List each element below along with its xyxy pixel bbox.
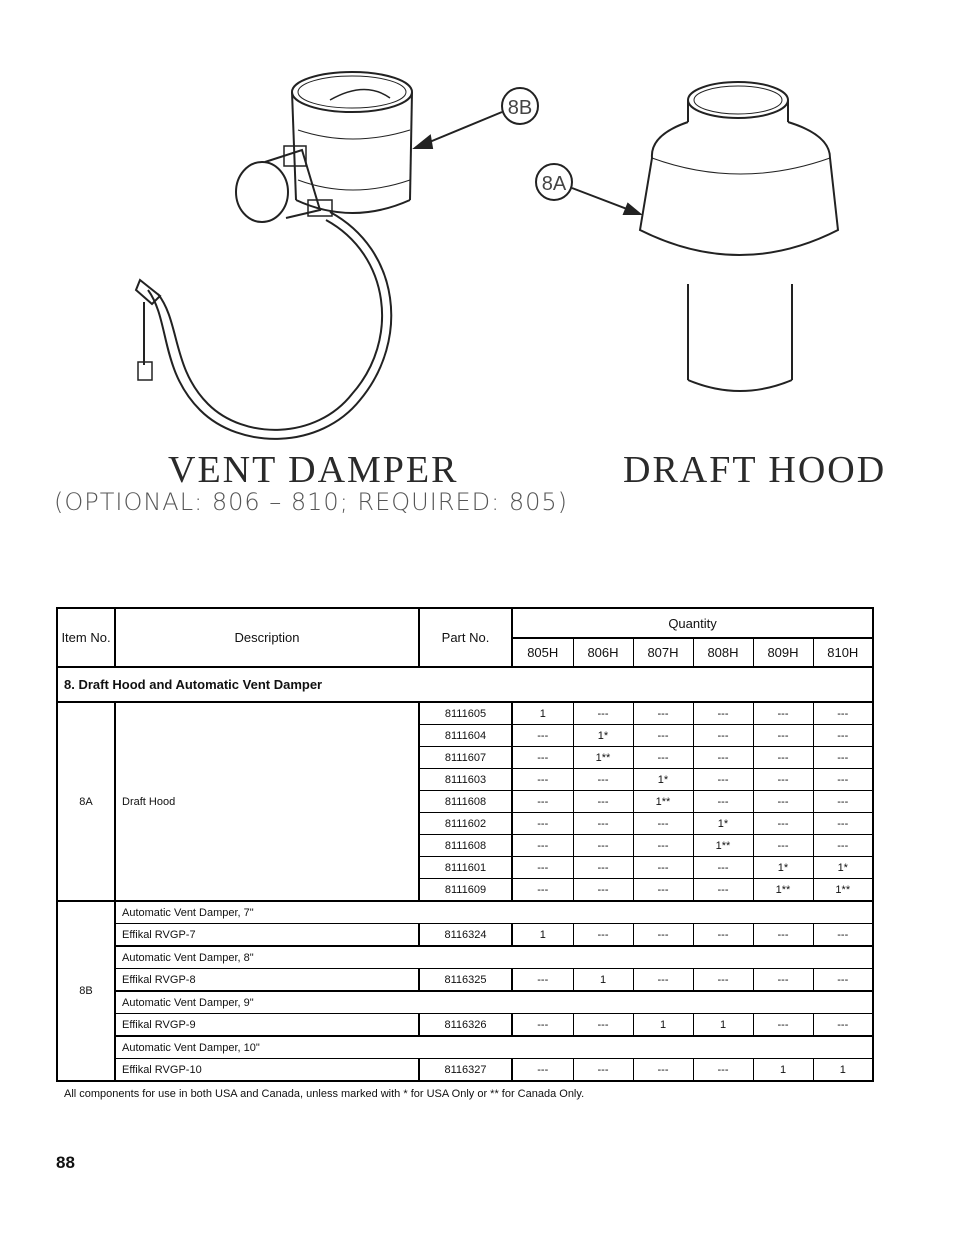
quantity-cell: 1* — [693, 813, 753, 835]
quantity-cell: --- — [512, 1014, 573, 1037]
part-number: 8116325 — [419, 969, 512, 992]
header-model: 805H — [512, 638, 573, 667]
quantity-cell: 1** — [753, 879, 813, 902]
part-number: 8111605 — [419, 702, 512, 725]
quantity-cell: --- — [753, 791, 813, 813]
quantity-cell: --- — [512, 879, 573, 902]
quantity-cell: --- — [633, 857, 693, 879]
quantity-cell: --- — [633, 879, 693, 902]
quantity-cell: 1* — [573, 725, 633, 747]
quantity-cell: 1* — [753, 857, 813, 879]
quantity-cell: --- — [753, 747, 813, 769]
quantity-cell: --- — [512, 835, 573, 857]
callout-8a-label: 8A — [541, 173, 567, 195]
header-model: 808H — [693, 638, 753, 667]
quantity-cell: 1** — [633, 791, 693, 813]
quantity-cell: --- — [813, 747, 873, 769]
header-item: Item No. — [57, 608, 115, 667]
quantity-cell: --- — [573, 879, 633, 902]
quantity-cell: --- — [512, 813, 573, 835]
quantity-cell: --- — [813, 835, 873, 857]
quantity-cell: --- — [693, 769, 753, 791]
quantity-cell: --- — [753, 702, 813, 725]
quantity-cell: --- — [753, 924, 813, 947]
quantity-cell: 1 — [693, 1014, 753, 1037]
quantity-cell: --- — [813, 924, 873, 947]
quantity-cell: --- — [633, 725, 693, 747]
quantity-cell: --- — [573, 769, 633, 791]
quantity-cell: 1** — [693, 835, 753, 857]
group-label: Automatic Vent Damper, 9" — [115, 991, 873, 1014]
quantity-cell: 1 — [512, 702, 573, 725]
table-row — [57, 924, 873, 947]
quantity-cell: --- — [573, 1059, 633, 1082]
quantity-cell: --- — [693, 1059, 753, 1082]
group-label: Automatic Vent Damper, 8" — [115, 946, 873, 969]
quantity-cell: --- — [633, 969, 693, 992]
table-row — [57, 1014, 873, 1037]
parts-table — [56, 607, 874, 1082]
quantity-cell: --- — [633, 747, 693, 769]
header-description: Description — [115, 608, 419, 667]
quantity-cell: --- — [753, 769, 813, 791]
part-number: 8111603 — [419, 769, 512, 791]
quantity-cell: --- — [573, 813, 633, 835]
quantity-cell: 1 — [512, 924, 573, 947]
quantity-cell: --- — [633, 924, 693, 947]
quantity-cell: --- — [693, 702, 753, 725]
part-number: 8111604 — [419, 725, 512, 747]
quantity-cell: --- — [813, 813, 873, 835]
quantity-cell: 1** — [813, 879, 873, 902]
part-number: 8111608 — [419, 791, 512, 813]
header-part-no: Part No. — [419, 608, 512, 667]
quantity-cell: --- — [693, 857, 753, 879]
page-number: 88 — [56, 1153, 75, 1172]
quantity-cell: --- — [573, 702, 633, 725]
draft-hood-title: DRAFT HOOD — [623, 449, 887, 491]
table-row — [57, 991, 873, 1014]
quantity-cell: --- — [512, 725, 573, 747]
quantity-cell: --- — [753, 1014, 813, 1037]
header-model: 810H — [813, 638, 873, 667]
item-description: Effikal RVGP-7 — [115, 924, 419, 947]
quantity-cell: --- — [813, 969, 873, 992]
quantity-cell: --- — [693, 879, 753, 902]
quantity-cell: --- — [693, 791, 753, 813]
vent-damper-subtitle: (OPTIONAL: 806 – 810; REQUIRED: 805) — [54, 488, 568, 516]
quantity-cell: --- — [753, 969, 813, 992]
part-number: 8111608 — [419, 835, 512, 857]
quantity-cell: --- — [813, 1014, 873, 1037]
quantity-cell: 1* — [813, 857, 873, 879]
quantity-cell: --- — [573, 791, 633, 813]
quantity-cell: --- — [512, 791, 573, 813]
quantity-cell: --- — [633, 702, 693, 725]
quantity-cell: --- — [753, 725, 813, 747]
table-row — [57, 969, 873, 992]
quantity-cell: --- — [573, 835, 633, 857]
header-model: 807H — [633, 638, 693, 667]
quantity-cell: 1 — [633, 1014, 693, 1037]
quantity-cell: --- — [633, 813, 693, 835]
table-row — [57, 946, 873, 969]
callout-8b-label: 8B — [507, 97, 533, 119]
part-number: 8116324 — [419, 924, 512, 947]
quantity-cell: --- — [573, 1014, 633, 1037]
vent-damper-illustration — [136, 72, 412, 439]
quantity-cell: 1* — [633, 769, 693, 791]
quantity-cell: --- — [512, 857, 573, 879]
quantity-cell: --- — [693, 725, 753, 747]
section-title: 8. Draft Hood and Automatic Vent Damper — [57, 667, 873, 702]
item-number: 8A — [57, 702, 115, 901]
header-model: 806H — [573, 638, 633, 667]
part-number: 8116326 — [419, 1014, 512, 1037]
quantity-cell: --- — [512, 747, 573, 769]
draft-hood-illustration — [640, 82, 838, 391]
group-label: Automatic Vent Damper, 10" — [115, 1036, 873, 1059]
vent-damper-title: VENT DAMPER — [168, 449, 459, 491]
quantity-cell: --- — [813, 791, 873, 813]
quantity-cell: --- — [512, 769, 573, 791]
quantity-cell: --- — [813, 702, 873, 725]
item-description: Draft Hood — [115, 702, 419, 901]
item-number: 8B — [57, 901, 115, 1081]
part-number: 8111609 — [419, 879, 512, 902]
part-number: 8111607 — [419, 747, 512, 769]
quantity-cell: --- — [573, 857, 633, 879]
quantity-cell: 1 — [753, 1059, 813, 1082]
quantity-cell: --- — [693, 924, 753, 947]
quantity-cell: --- — [512, 1059, 573, 1082]
quantity-cell: --- — [753, 813, 813, 835]
quantity-cell: --- — [633, 1059, 693, 1082]
header-quantity: Quantity — [512, 608, 873, 638]
part-number: 8111602 — [419, 813, 512, 835]
quantity-cell: --- — [512, 969, 573, 992]
table-row — [57, 1036, 873, 1059]
item-description: Effikal RVGP-8 — [115, 969, 419, 992]
table-row — [57, 1059, 873, 1082]
table-row — [57, 702, 873, 725]
header-model: 809H — [753, 638, 813, 667]
quantity-cell: --- — [633, 835, 693, 857]
part-number: 8116327 — [419, 1059, 512, 1082]
part-number: 8111601 — [419, 857, 512, 879]
quantity-cell: --- — [693, 969, 753, 992]
table-row — [57, 901, 873, 924]
quantity-cell: --- — [813, 769, 873, 791]
quantity-cell: 1** — [573, 747, 633, 769]
group-label: Automatic Vent Damper, 7" — [115, 901, 873, 924]
quantity-cell: --- — [693, 747, 753, 769]
quantity-cell: --- — [753, 835, 813, 857]
quantity-cell: --- — [813, 725, 873, 747]
item-description: Effikal RVGP-10 — [115, 1059, 419, 1082]
item-description: Effikal RVGP-9 — [115, 1014, 419, 1037]
footnote: All components for use in both USA and Canada, unless marked with * for USA Only or ** for Canada Only. — [64, 1088, 585, 1100]
quantity-cell: 1 — [573, 969, 633, 992]
quantity-cell: 1 — [813, 1059, 873, 1082]
quantity-cell: --- — [573, 924, 633, 947]
